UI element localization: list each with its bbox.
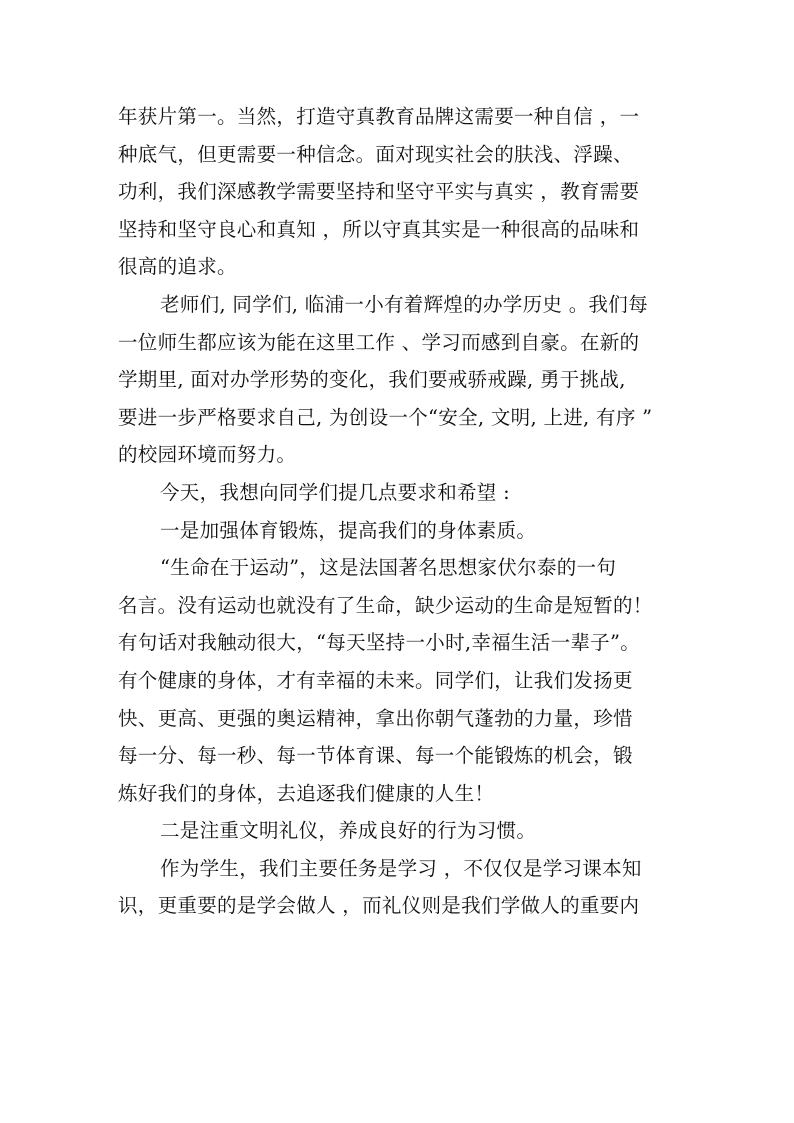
text-line: 要进一步严格要求自己, 为创设一个“安全, 文明, 上进, 有序 ” bbox=[118, 405, 653, 429]
paragraph-start-line: “生命在于运动”，这是法国著名思想家伏尔泰的一句 bbox=[160, 556, 617, 580]
text-line: 很高的追求。 bbox=[118, 255, 237, 279]
section-heading-line: 一是加强体育锻炼，提高我们的身体素质。 bbox=[160, 518, 537, 542]
section-heading-line: 二是注重文明礼仪，养成良好的行为习惯。 bbox=[160, 819, 537, 843]
text-line: 坚持和坚守良心和真知 ，所以守真其实是一种很高的品味和 bbox=[118, 217, 640, 241]
text-line: 快、更高、更强的奥运精神，拿出你朝气蓬勃的力量，珍惜 bbox=[118, 706, 633, 730]
text-line: 每一分、每一秒、每一节体育课、每一个能锻炼的机会，锻 bbox=[118, 744, 633, 768]
paragraph-start-line: 今天，我想向同学们提几点要求和希望 : bbox=[160, 480, 510, 504]
text-line: 炼好我们的身体，去追逐我们健康的人生！ bbox=[118, 781, 495, 805]
text-line: 年获片第一。当然，打造守真教育品牌这需要一种自信 ，一 bbox=[118, 105, 640, 128]
paragraph-start-line: 作为学生，我们主要任务是学习 ，不仅仅是学习课本知 bbox=[160, 856, 642, 880]
text-line: 有句话对我触动很大，“每天坚持一小时,幸福生活一辈子”。 bbox=[118, 631, 641, 655]
text-line: 有个健康的身体，才有幸福的未来。同学们，让我们发扬更 bbox=[118, 668, 633, 692]
text-line: 学期里, 面对办学形势的变化，我们要戒骄戒躁, 勇于挑战, bbox=[118, 368, 626, 392]
text-line: 功利，我们深感教学需要坚持和坚守平实与真实 ，教育需要 bbox=[118, 180, 640, 204]
text-line: 的校园环境而努力。 bbox=[118, 443, 297, 467]
text-line: 一位师生都应该为能在这里工作 、学习而感到自豪。在新的 bbox=[118, 330, 640, 354]
text-line: 名言。没有运动也就没有了生命，缺少运动的生命是短暂的！ bbox=[118, 593, 653, 617]
text-line: 种底气，但更需要一种信念。面对现实社会的肤浅、浮躁、 bbox=[118, 142, 633, 166]
paragraph-start-line: 老师们, 同学们, 临浦一小有着辉煌的办学历史 。我们每 bbox=[160, 292, 648, 316]
document-body bbox=[118, 98, 718, 925]
text-line: 识，更重要的是学会做人 ，而礼仪则是我们学做人的重要内 bbox=[118, 894, 640, 918]
